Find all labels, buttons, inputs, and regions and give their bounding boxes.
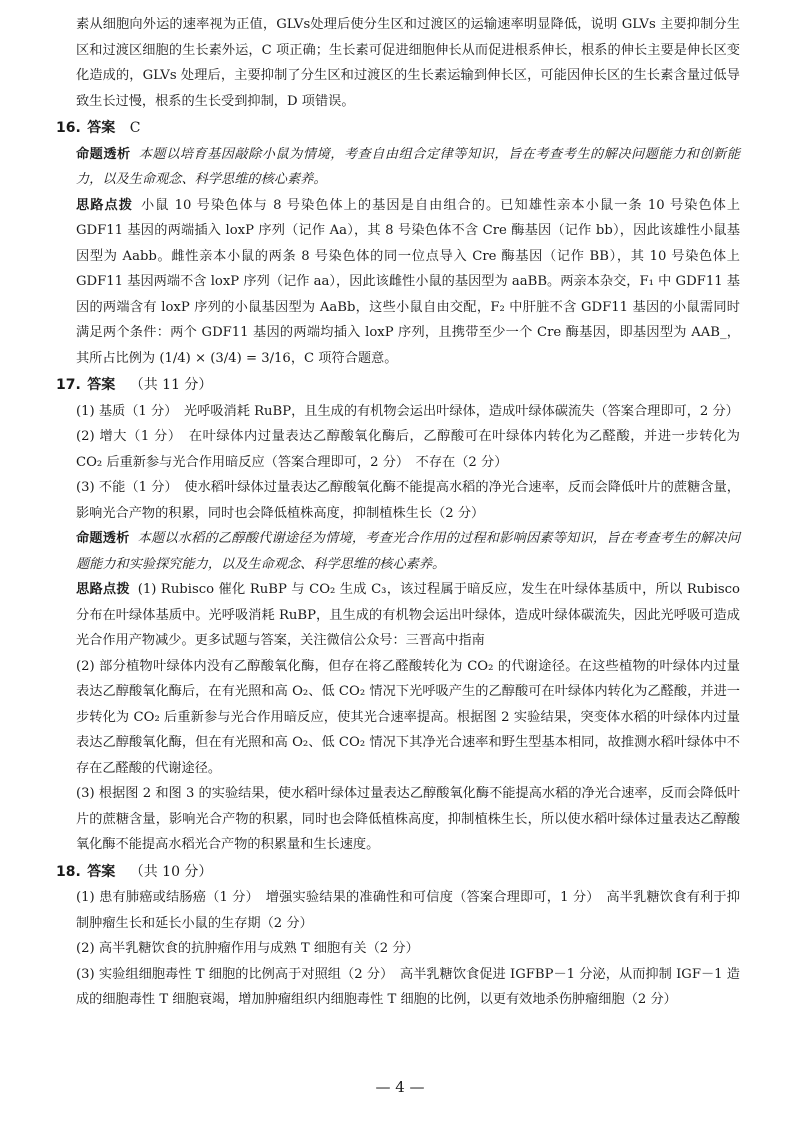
q16-number: 16. (56, 120, 81, 136)
question-17 (56, 373, 741, 858)
q17-number: 17. (56, 377, 81, 393)
page-number: — 4 — (375, 1078, 425, 1096)
q17-answer-value: （共 11 分） (129, 377, 213, 393)
q17-approach-2: (2) 部分植物叶绿体内没有乙醇酸氧化酶，但存在将乙醛酸转化为 CO₂ 的代谢途径。在这些植物的叶绿体内过量表达乙醇酸氧化酶后，在有光照和高 O₂、低 CO₂ 情况下光呼吸产生的乙醇酸可在叶绿体内转化为乙醛酸，并进一步转化为 CO₂ 后重新参与光合作用暗反应，使其光合速率提高。根据图 2 实验结果，突变体水稻的叶绿体内过量表达乙醇酸氧化酶，但在有光照和高 O₂、低 CO₂ 情况下其净光合速率和野生型基本相同，故推测水稻叶绿体中不存在乙醛酸的代谢途径。 (76, 658, 740, 776)
q17-approach-1 (76, 577, 740, 654)
q16-approach (76, 193, 740, 372)
q18-answer-3: (3) 实验组细胞毒性 T 细胞的比例高于对照组（2 分） 高半乳糖饮食促进 IGFBP－1 分泌，从而抑制 IGF－1 造成的细胞毒性 T 细胞衰竭，增加肿瘤组织内细胞毒性 T 细胞的比例，以更有效地杀伤肿瘤细胞（2 分） (76, 966, 740, 1007)
q18-answer-1: (1) 患有肺癌或结肠癌（1 分） 增强实验结果的准确性和可信度（答案合理即可，1 分） 高半乳糖饮食有利于抑制肿瘤生长和延长小鼠的生存期（2 分） (76, 890, 740, 931)
question-16 (56, 116, 741, 371)
q18-answer-line (56, 860, 740, 886)
q17-approach-3: (3) 根据图 2 和图 3 的实验结果，使水稻叶绿体过量表达乙醇酸氧化酶不能提高水稻的净光合速率，反而会降低叶片的蔗糖含量，影响光合产物的积累，同时也会降低植株高度，抑制植株生长，所以使水稻叶绿体过量表达乙醇酸氧化酶不能提高水稻光合产物的积累量和生长速度。 (76, 786, 740, 852)
q17-approach-label: 思路点拨 (76, 582, 130, 597)
q16-analysis (76, 142, 740, 193)
q17-answer-1: (1) 基质（1 分） 光呼吸消耗 RuBP，且生成的有机物会运出叶绿体，造成叶绿体碳流失（答案合理即可，2 分） (76, 403, 739, 419)
q16-approach-text: 小鼠 10 号染色体与 8 号染色体上的基因是自由组合的。已知雄性亲本小鼠一条 10 号染色体上 GDF11 基因的两端插入 loxP 序列（记作 Aa），其 8 号染色体不含 Cre 酶基因（记作 bb），因此该雄性小鼠基因型为 Aabb。雌性亲本小鼠的两条 8 号染色体的同一位点导入 Cre 酶基因（记作 BB），其 10 号染色体上 GDF11 基因两端不含 loxP 序列（记作 aa），因此该雌性小鼠的基因型为 aaBB。两亲本杂交，F₁ 中 GDF11 基因的两端含有 loxP 序列的小鼠基因型为 AaBb，这些小鼠自由交配，F₂ 中肝脏不含 GDF11 基因的小鼠需同时满足两个条件：两个 GDF11 基因的两端均插入 loxP 序列，且携带至少一个 Cre 酶基因，即基因型为 AAB_，其所占比例为 (1/4) × (3/4) = 3/16，C 项符合题意。 (76, 197, 741, 366)
q17-analysis-text: 本题以水稻的乙醇酸代谢途径为情境，考查光合作用的过程和影响因素等知识，旨在考查考生的解决问题能力和实验探究能力，以及生命观念、科学思维的核心素养。 (76, 531, 741, 572)
q17-analysis-label: 命题透析 (76, 531, 130, 546)
q16-answer-label: 答案 (87, 120, 116, 136)
q18-number: 18. (56, 863, 81, 880)
q17-approach-1-text: (1) Rubisco 催化 RuBP 与 CO₂ 生成 C₃，该过程属于暗反应，发生在叶绿体基质中，所以 Rubisco 分布在叶绿体基质中。光呼吸消耗 RuBP，且生成的有机物会运出叶绿体，造成叶绿体碳流失，因此光呼吸可造成光合作用产物减少。更多试题与答案，关注微信公众号：三晋高中指南 (76, 582, 740, 648)
q17-answer-3: (3) 不能（1 分） 使水稻叶绿体过量表达乙醇酸氧化酶不能提高水稻的净光合速率，反而会降低叶片的蔗糖含量，影响光合产物的积累，同时也会降低植株高度，抑制植株生长（2 分） (76, 480, 740, 521)
question-18 (56, 860, 740, 1013)
q17-analysis (76, 526, 740, 577)
intro-paragraph: 素从细胞向外运的速率视为正值，GLVs处理后使分生区和过渡区的运输速率明显降低，说明 GLVs 主要抑制分生区和过渡区细胞的生长素外运，C 项正确；生长素可促进细胞伸长从而促进根系伸长，根系的伸长主要是伸长区变化造成的，GLVs 处理后，主要抑制了分生区和过渡区的生长素运输到伸长区，可能因伸长区的生长素含量过低导致生长过慢，根系的生长受到抑制，D 项错误。 (76, 17, 740, 109)
q16-analysis-text: 本题以培育基因敲除小鼠为情境，考查自由组合定律等知识，旨在考查考生的解决问题能力和创新能力，以及生命观念、科学思维的核心素养。 (76, 146, 741, 187)
q18-answer-2: (2) 高半乳糖饮食的抗肿瘤作用与成熟 T 细胞有关（2 分） (76, 941, 419, 956)
q17-answer-line (56, 373, 740, 399)
q16-approach-label: 思路点拨 (76, 197, 133, 213)
q16-analysis-label: 命题透析 (76, 146, 131, 162)
q17-answer-label: 答案 (87, 377, 116, 393)
q16-answer-value: C (129, 120, 141, 136)
q16-answer-line (56, 116, 740, 142)
q18-answer-label: 答案 (87, 863, 116, 880)
q17-answer-2: (2) 增大（1 分） 在叶绿体内过量表达乙醇酸氧化酶后，乙醇酸可在叶绿体内转化为乙醛酸，并进一步转化为 CO₂ 后重新参与光合作用暗反应（答案合理即可，2 分） 不存在（2 分） (76, 429, 740, 470)
q18-answer-value: （共 10 分） (129, 863, 213, 880)
